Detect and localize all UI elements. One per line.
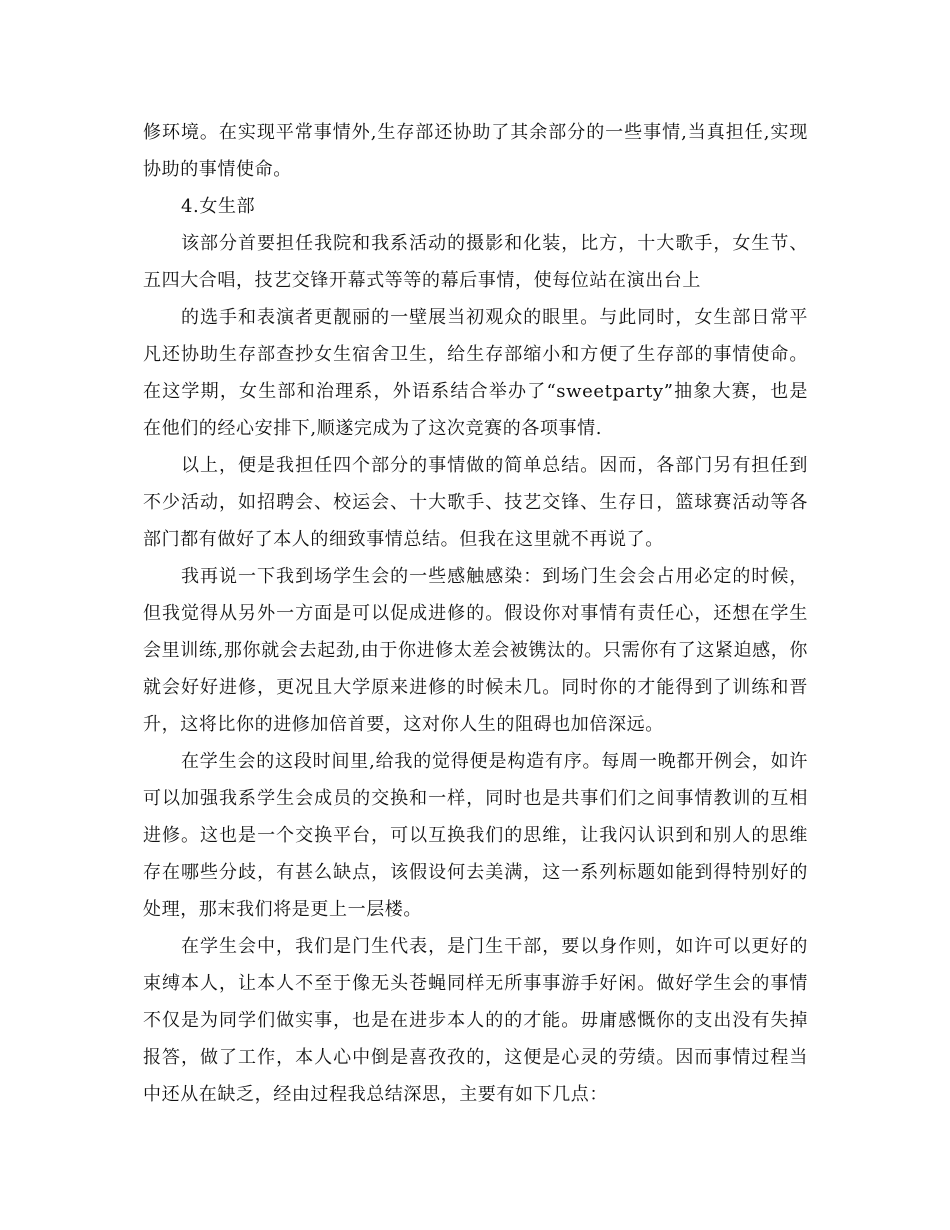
- paragraph-continuation: 修环境。在实现平常事情外,生存部还协助了其余部分的一些事情,当真担任,实现协助的事情使命。: [143, 122, 808, 180]
- paragraph: 的选手和表演者更靓丽的一壁展当初观众的眼里。与此同时，女生部日常平凡还协助生存部查抄女生宿舍卫生，给生存部缩小和方便了生存部的事情使命。在这学期，女生部和治理系，外语系结合举办了“sweetparty”抽象大赛，也是在他们的经心安排下,顺遂完成为了这次竞赛的各项事情.: [143, 307, 808, 439]
- document-body: [143, 114, 808, 1113]
- paragraph: 我再说一下我到场学生会的一些感触感染：到场门生会会占用必定的时候，但我觉得从另外一方面是可以促成进修的。假设你对事情有责任心，还想在学生会里训练,那你就会去起劲,由于你进修太差会被镌汰的。只需你有了这紧迫感，你就会好好进修，更况且大学原来进修的时候未几。同时你的才能得到了训练和晋升，这将比你的进修加倍首要，这对你人生的阻碍也加倍深远。: [143, 566, 808, 735]
- paragraph: 在学生会中，我们是门生代表，是门生干部，要以身作则，如许可以更好的束缚本人，让本人不至于像无头苍蝇同样无所事事游手好闲。做好学生会的事情不仅是为同学们做实事，也是在进步本人的的才能。毋庸感慨你的支出没有失掉报答，做了工作，本人心中倒是喜孜孜的，这便是心灵的劳绩。因而事情过程当中还从在缺乏，经由过程我总结深思，主要有如下几点：: [143, 936, 808, 1105]
- paragraph: 以上，便是我担任四个部分的事情做的简单总结。因而，各部门另有担任到不少活动，如招聘会、校运会、十大歌手、技艺交锋、生存日，篮球赛活动等各部门都有做好了本人的细致事情总结。但我在这里就不再说了。: [143, 455, 808, 550]
- section-heading-girls-department: 4.女生部: [181, 196, 256, 217]
- paragraph: 该部分首要担任我院和我系活动的摄影和化装，比方，十大歌手，女生节、五四大合唱，技艺交锋开幕式等等的幕后事情，使每位站在演出台上: [143, 233, 808, 291]
- paragraph: 在学生会的这段时间里,给我的觉得便是构造有序。每周一晚都开例会，如许可以加强我系学生会成员的交换和一样，同时也是共事们们之间事情教训的互相进修。这也是一个交换平台，可以互换我们的思维，让我闪认识到和别人的思维存在哪些分歧，有甚么缺点，该假设何去美满，这一系列标题如能到得特别好的处理，那末我们将是更上一层楼。: [143, 751, 808, 920]
